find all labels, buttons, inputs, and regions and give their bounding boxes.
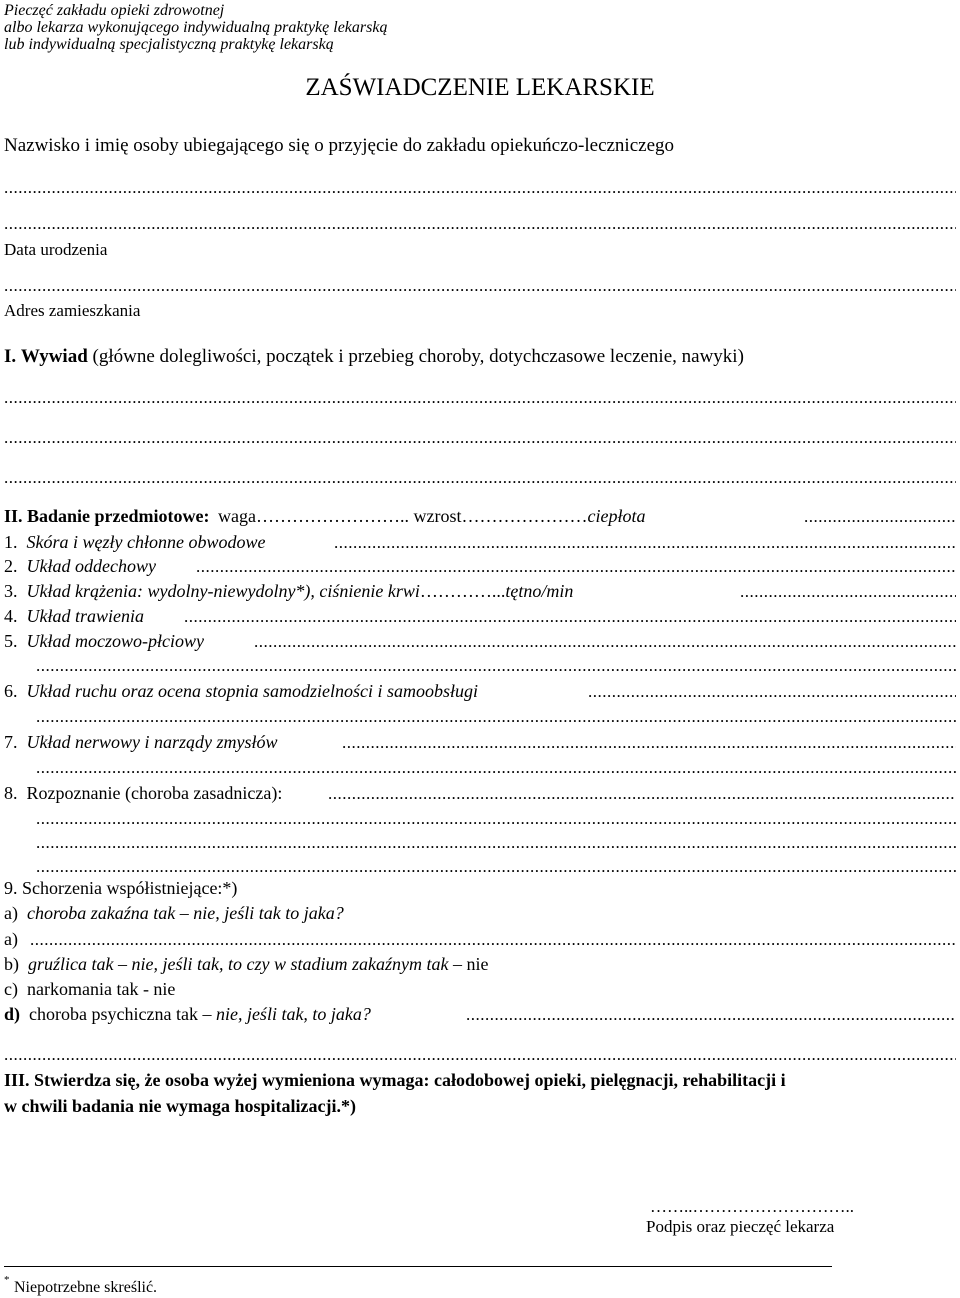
exam-item-7-label: Układ nerwowy i narządy zmysłów <box>26 732 278 752</box>
exam-item-6 <box>4 681 478 702</box>
page-title: ZAŚWIADCZENIE LEKARSKIE <box>305 74 655 101</box>
section-1-title: Wywiad <box>20 346 88 367</box>
temperature-label: ciepłota <box>587 506 646 526</box>
comorbidity-d-text: – nie, jeśli tak, to jaka? <box>202 1004 371 1024</box>
exam-item-1-label: Skóra i węzły chłonne obwodowe <box>26 532 266 552</box>
weight-label: waga <box>218 506 256 526</box>
signature-dots[interactable]: ……..……………………….. <box>650 1197 854 1216</box>
footnote-mark: * <box>4 1274 10 1286</box>
exam-item-6-number: 6. <box>4 681 18 701</box>
comorbidity-b <box>4 954 488 975</box>
height-dots[interactable]: ………………… <box>461 506 588 526</box>
exam-item-1-number: 1. <box>4 532 18 552</box>
stamp-line-3: lub indywidualną specjalistyczną praktykę lekarską <box>4 36 334 53</box>
exam-item-5-number: 5. <box>4 631 18 651</box>
comorbidity-a <box>4 903 344 924</box>
name-dotted-line-2[interactable] <box>4 214 956 234</box>
dob-dotted-line[interactable] <box>4 276 956 296</box>
section-2-number: II. <box>4 506 23 526</box>
section-3-number: III. <box>4 1070 30 1090</box>
exam-item-2-number: 2. <box>4 556 18 576</box>
stamp-line-1: Pieczęć zakładu opieki zdrowotnej <box>4 2 225 19</box>
weight-dots[interactable]: …………………….. <box>255 506 409 526</box>
exam-item-8-number: 8. <box>4 783 18 803</box>
footnote-divider <box>4 1266 832 1267</box>
exam-item-7-dots[interactable] <box>342 733 956 753</box>
section-2-heading <box>4 506 645 527</box>
stamp-line-2: albo lekarza wykonującego indywidualną praktykę lekarską <box>4 19 388 36</box>
comorbidity-d-pre: choroba psychiczna tak <box>29 1004 198 1024</box>
section-3-text-1: Stwierdza się, że osoba wyżej wymieniona wymaga: całodobowej opieki, pielęgnacji, rehabilitacji i <box>34 1070 786 1090</box>
diagnosis-dots-4[interactable] <box>36 857 956 877</box>
comorbidity-d <box>4 1004 371 1025</box>
comorbidity-b-tail: – nie <box>452 954 489 974</box>
exam-item-2-dots[interactable] <box>196 557 956 577</box>
section-1-heading <box>4 346 744 368</box>
name-label: Nazwisko i imię osoby ubiegającego się o przyjęcie do zakładu opiekuńczo-leczniczego <box>4 135 675 156</box>
section-3-line-1 <box>4 1070 786 1091</box>
exam-item-7 <box>4 732 278 753</box>
exam-item-5-dots[interactable] <box>254 632 956 652</box>
section-2-title: Badanie przedmiotowe: <box>27 506 210 526</box>
exam-item-6-label: Układ ruchu oraz ocena stopnia samodzielności i samoobsługi <box>26 681 478 701</box>
comorbidity-b-text: gruźlica tak – nie, jeśli tak, to czy w stadium zakaźnym tak <box>28 954 449 974</box>
exam-item-3-label: Układ krążenia: wydolny-niewydolny*), ciśnienie krwi <box>26 581 420 601</box>
comorbidities-heading <box>4 878 237 899</box>
signature-label: Podpis oraz pieczęć lekarza <box>646 1217 835 1236</box>
comorbidity-c-text: narkomania tak - nie <box>26 979 176 999</box>
height-label: wzrost <box>413 506 462 526</box>
exam-item-2-label: Układ oddechowy <box>26 556 156 576</box>
exam-item-1 <box>4 532 265 553</box>
comorbidities-number: 9. <box>4 878 18 898</box>
interview-dotted-line-2[interactable] <box>4 428 956 448</box>
exam-item-3-number: 3. <box>4 581 18 601</box>
section-1-number: I. <box>4 346 17 367</box>
exam-item-2 <box>4 556 156 577</box>
exam-item-8-label: Rozpoznanie (choroba zasadnicza): <box>26 783 283 803</box>
comorbidity-a-answer-letter: a) <box>4 929 18 949</box>
exam-item-5-dots-2[interactable] <box>36 656 956 676</box>
diagnosis-dots-2[interactable] <box>36 809 956 829</box>
pulse-label: tętno/min <box>505 581 574 601</box>
exam-item-4-label: Układ trawienia <box>26 606 144 626</box>
name-dotted-line-1[interactable] <box>4 178 956 198</box>
comorbidity-d-dots-2[interactable] <box>4 1045 956 1065</box>
diagnosis-dots-1[interactable] <box>328 784 956 804</box>
dob-label: Data urodzenia <box>4 240 108 259</box>
comorbidity-d-letter: d) <box>4 1004 21 1024</box>
exam-item-3 <box>4 581 573 602</box>
comorbidity-a-text: choroba zakaźna tak – nie, jeśli tak to jaka? <box>26 903 344 923</box>
exam-item-5 <box>4 631 204 652</box>
interview-dotted-line-3[interactable] <box>4 468 956 488</box>
exam-item-4-number: 4. <box>4 606 18 626</box>
exam-item-4 <box>4 606 144 627</box>
exam-item-7-number: 7. <box>4 732 18 752</box>
comorbidity-a-letter: a) <box>4 903 18 923</box>
exam-item-5-label: Układ moczowo-płciowy <box>26 631 204 651</box>
comorbidity-a-answer-dots[interactable] <box>30 930 956 950</box>
exam-item-7-dots-2[interactable] <box>36 758 956 778</box>
exam-item-6-dots-2[interactable] <box>36 707 956 727</box>
comorbidity-c <box>4 979 175 1000</box>
diagnosis-dots-3[interactable] <box>36 833 956 853</box>
blood-pressure-dots[interactable]: …………... <box>419 581 506 601</box>
comorbidities-title: Schorzenia współistniejące:*) <box>22 878 238 898</box>
temperature-dots[interactable] <box>804 507 956 527</box>
interview-dotted-line-1[interactable] <box>4 388 956 408</box>
address-label: Adres zamieszkania <box>4 301 141 320</box>
comorbidity-b-letter: b) <box>4 954 19 974</box>
section-3-line-2: w chwili badania nie wymaga hospitalizacji.*) <box>4 1096 357 1116</box>
exam-item-1-dots[interactable] <box>334 533 956 553</box>
pulse-dots[interactable] <box>740 582 956 602</box>
exam-item-4-dots[interactable] <box>184 607 956 627</box>
exam-item-6-dots[interactable] <box>588 682 956 702</box>
comorbidity-d-dots[interactable] <box>466 1005 956 1025</box>
exam-item-8 <box>4 783 282 804</box>
comorbidity-c-letter: c) <box>4 979 18 999</box>
footnote-text: Niepotrzebne skreślić. <box>14 1279 158 1296</box>
section-1-description: (główne dolegliwości, początek i przebieg choroby, dotychczasowe leczenie, nawyki) <box>92 346 744 367</box>
